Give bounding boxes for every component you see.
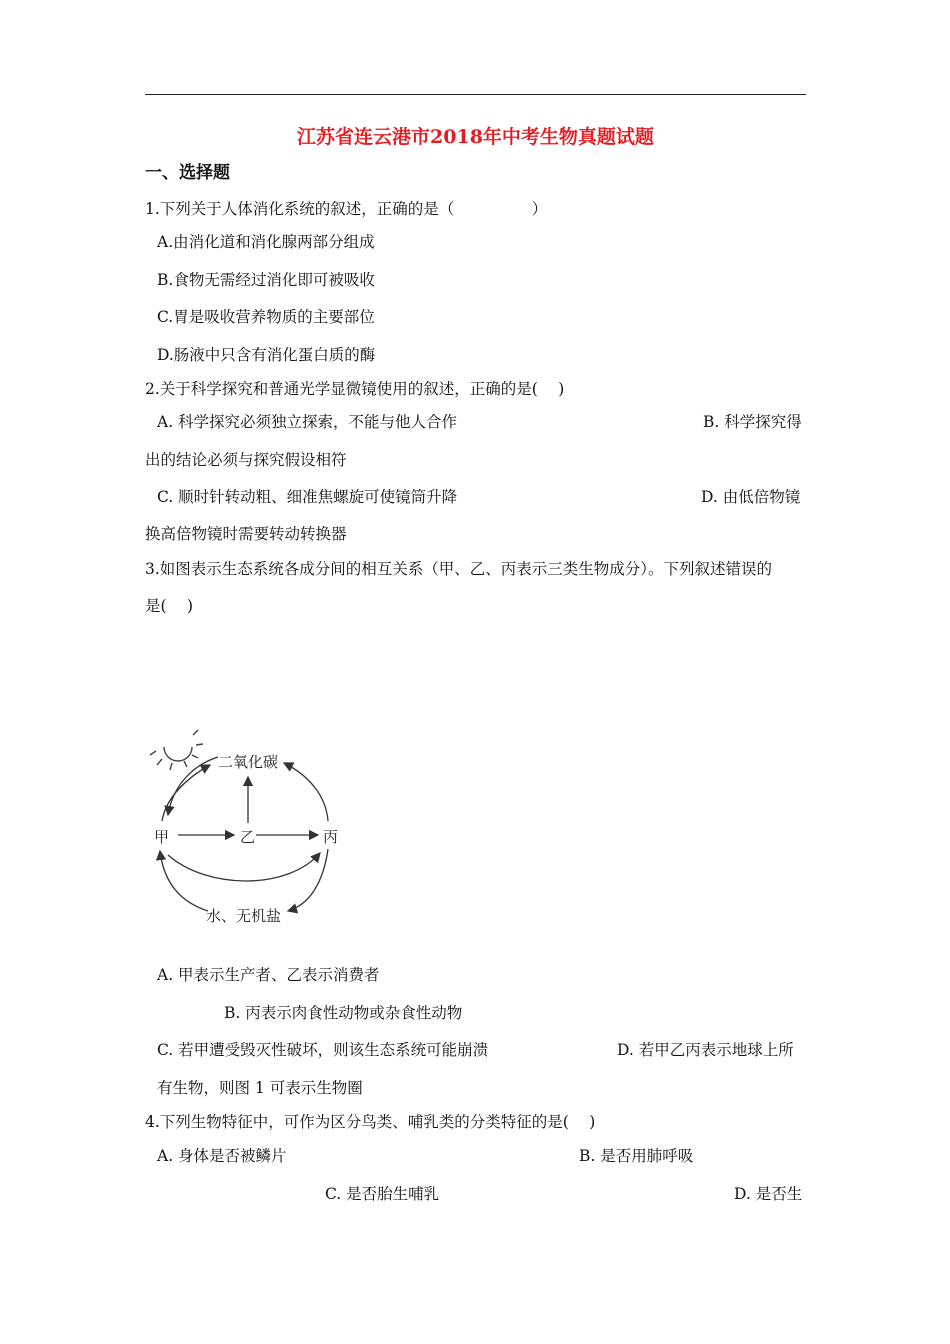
q4-option-d: D. 是否生 <box>734 1185 803 1203</box>
q3-option-c: C. 若甲遭受毁灭性破坏，则该生态系统可能崩溃 <box>157 1041 489 1059</box>
q3-option-d: D. 若甲乙丙表示地球上所 <box>617 1041 794 1059</box>
q3-option-d-continued: 有生物，则图 1 可表示生物圈 <box>157 1079 363 1097</box>
q1-option-a: A.由消化道和消化腺两部分组成 <box>157 233 375 251</box>
header-rule <box>145 94 806 95</box>
consumer-yi-label: 乙 <box>240 828 256 846</box>
ecosystem-diagram <box>148 725 358 930</box>
q2-option-b: B. 科学探究得 <box>703 413 802 431</box>
arrow-bing-to-co2 <box>284 763 328 821</box>
sun-icon <box>150 730 203 770</box>
section-heading: 一、选择题 <box>145 163 230 183</box>
arrow-jia-to-bing <box>168 853 320 881</box>
q4-option-b: B. 是否用肺呼吸 <box>579 1147 694 1165</box>
document-title: 江苏省连云港市2018年中考生物真题试题 <box>297 126 654 148</box>
q3-stem-continued: 是( ) <box>145 597 194 615</box>
co2-label: 二氧化碳 <box>218 753 279 771</box>
q2-stem: 2.关于科学探究和普通光学显微镜使用的叙述，正确的是( ) <box>145 380 565 398</box>
decomposer-bing-label: 丙 <box>323 828 339 846</box>
arrow-co2-to-jia <box>168 757 218 815</box>
arrow-bing-to-water <box>288 849 328 911</box>
q1-option-b: B.食物无需经过消化即可被吸收 <box>157 271 375 289</box>
q4-option-c: C. 是否胎生哺乳 <box>325 1185 440 1203</box>
q2-option-a: A. 科学探究必须独立探索，不能与他人合作 <box>157 413 458 431</box>
q2-option-d: D. 由低倍物镜 <box>701 488 801 506</box>
q2-option-b-continued: 出的结论必须与探究假设相符 <box>145 451 347 469</box>
q1-stem: 1.下列关于人体消化系统的叙述，正确的是（ ） <box>145 200 548 218</box>
producer-jia-label: 甲 <box>154 828 170 846</box>
q2-option-d-continued: 换高倍物镜时需要转动转换器 <box>145 525 347 543</box>
arrow-water-to-jia <box>160 851 208 911</box>
water-salts-label: 水、无机盐 <box>206 907 282 925</box>
q4-stem: 4.下列生物特征中，可作为区分鸟类、哺乳类的分类特征的是( ) <box>145 1113 596 1131</box>
arrow-jia-to-co2 <box>162 765 210 821</box>
q3-stem: 3.如图表示生态系统各成分间的相互关系（甲、乙、丙表示三类生物成分）。下列叙述错误的 <box>145 560 773 578</box>
q2-option-c: C. 顺时针转动粗、细准焦螺旋可使镜筒升降 <box>157 488 458 506</box>
q1-option-d: D.肠液中只含有消化蛋白质的酶 <box>157 346 376 364</box>
q3-option-a: A. 甲表示生产者、乙表示消费者 <box>157 966 380 984</box>
q3-option-b: B. 丙表示肉食性动物或杂食性动物 <box>224 1004 463 1022</box>
q4-option-a: A. 身体是否被鳞片 <box>157 1147 287 1165</box>
q1-option-c: C.胃是吸收营养物质的主要部位 <box>157 308 375 326</box>
